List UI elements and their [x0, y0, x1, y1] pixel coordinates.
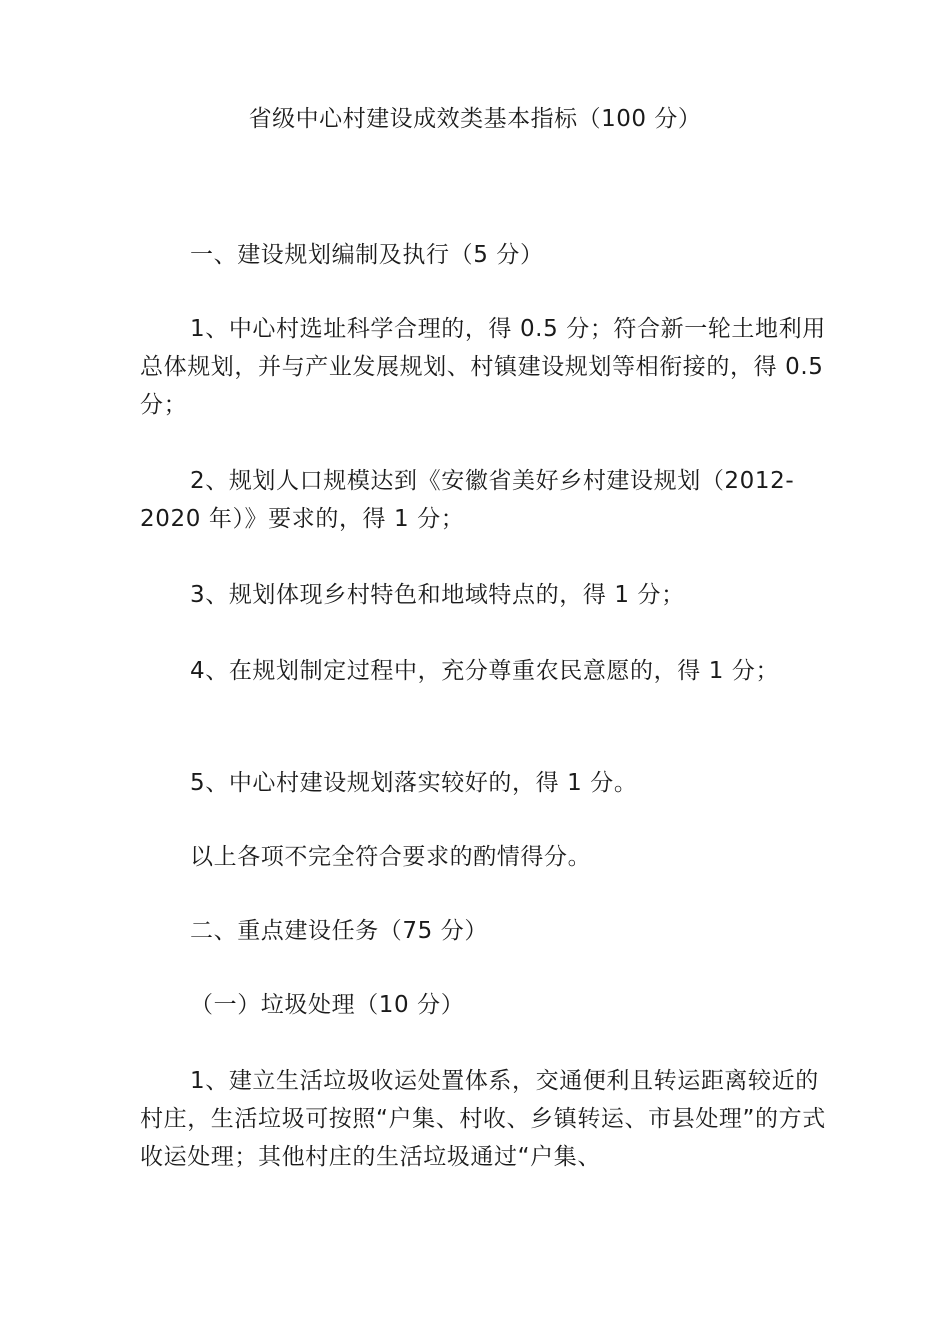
paragraph-item-3: 3、规划体现乡村特色和地域特点的，得 1 分； — [190, 582, 685, 608]
document-title: 省级中心村建设成效类基本指标（100 分） — [248, 106, 702, 132]
paragraph-note: 以上各项不完全符合要求的酌情得分。 — [190, 844, 592, 870]
paragraph-item-1: 1、中心村选址科学合理的，得 0.5 分；符合新一轮土地利用总体规划，并与产业发展规划、村镇建设规划等相衔接的，得 0.5 分； — [140, 316, 826, 418]
paragraph-item-5: 5、中心村建设规划落实较好的，得 1 分。 — [190, 770, 638, 796]
paragraph-item-4: 4、在规划制定过程中，充分尊重农民意愿的，得 1 分； — [190, 658, 780, 684]
paragraph-garbage-item-1: 1、建立生活垃圾收运处置体系，交通便利且转运距离较近的村庄，生活垃圾可按照“户集、村收、乡镇转运、市县处理”的方式收运处理；其他村庄的生活垃圾通过“户集、 — [140, 1068, 826, 1170]
section-heading-key-tasks: 二、重点建设任务（75 分） — [190, 918, 488, 944]
paragraph-item-2: 2、规划人口规模达到《安徽省美好乡村建设规划（2012-2020 年）》要求的，得 1 分； — [140, 468, 795, 532]
subsection-heading-garbage: （一）垃圾处理（10 分） — [190, 992, 465, 1018]
section-heading-planning: 一、建设规划编制及执行（5 分） — [190, 242, 544, 268]
